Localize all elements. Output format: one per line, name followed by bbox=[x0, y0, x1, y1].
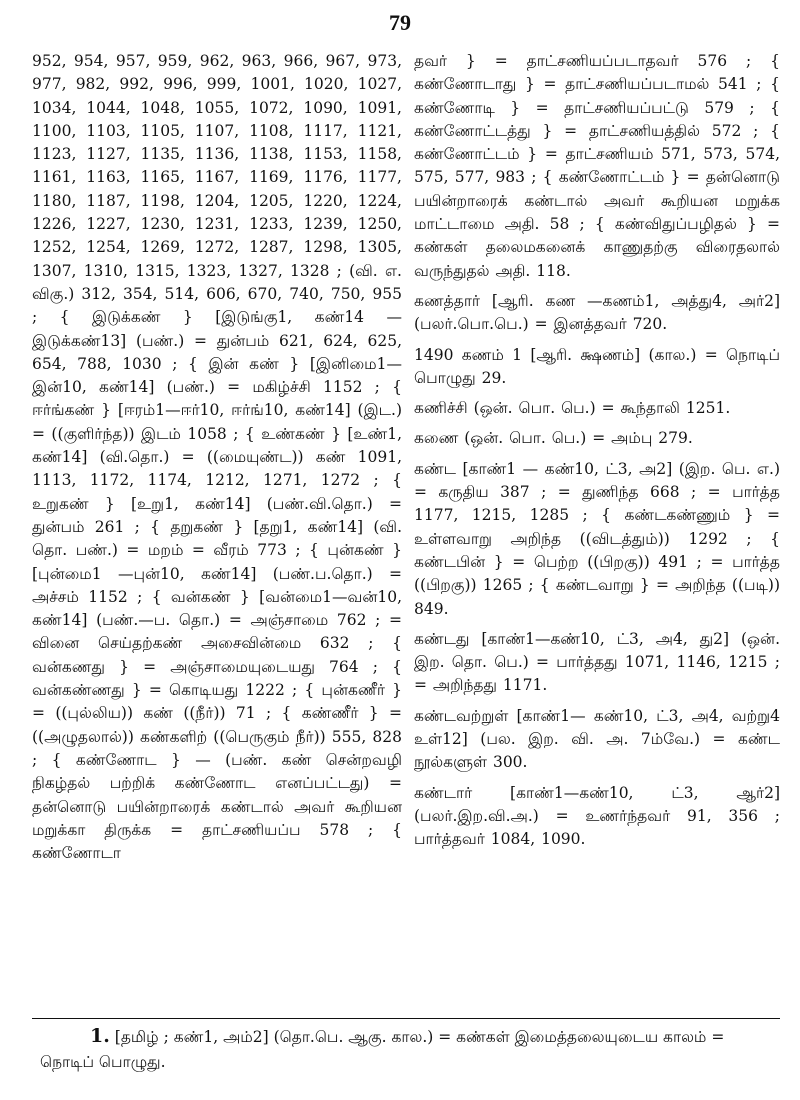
entry-kandavatrul: கண்டவற்றுள் [காண்1— கண்10, ட்3, அ4, வற்று4 உள்12] (பல. இற. வி. அ. 7ம்வே.) = கண்ட நூல்களுள் 300. bbox=[414, 706, 780, 772]
footnote-text: [தமிழ் ; கண்1, அம்2] (தொ.பெ. ஆகு. கால.) = கண்கள் இமைத்தலையுடைய காலம் = நொடிப் பொழுது. bbox=[40, 1028, 725, 1071]
entry-text-left-0: 952, 954, 957, 959, 962, 963, 966, 967, 973, 977, 982, 992, 996, 999, 1001, 1020, 1027, 1034, 1044, 1048, 1055, 1072, 1090, 1091, 1100, 1103, 1105, 1107, 1108, 1117, 1121, 1123, 1127, 1135, 1136, 1138, 1153, 1158, 1161, 1163, 1165, 1167, 1169, 1176, 1177, 1180, 1187, 1198, 1204, 1205, 1220, 1224, 1226, 1227, 1230, 1231, 1233, 1239, 1250, 1252, 1254, 1269, 1272, 1287, 1298, 1305, 1307, 1310, 1315, 1323, 1327, 1328 ; (வி. எ. விகு.) 312, 354, 514, 606, 670, 740, 750, 955 ; { இடுக்கண் } [இடுங்கு1, கண்14 — இடுக்கண்13] (பண்.) = துன்பம் 621, 624, 625, 654, 788, 1030 ; { இன் கண் } [இனிமை1— இன்10, கண்14] (பண்.) = மகிழ்ச்சி 1152 ; { ஈர்ங்கண் } [ஈரம்1—ஈர்10, ஈர்ங்10, கண்14] (இட.) = ((குளிர்ந்த)) இடம் 1058 ; { உண்கண் } [உண்1, கண்14] (வி.தொ.) = ((மையுண்ட)) கண் 1091, 1113, 1172, 1174, 1212, 1271, 1272 ; { உறுகண் } [உறு1, கண்14] (பண்.வி.தொ.) = துன்பம் 261 ; { தறுகண் } [தறு1, கண்14] (வி. தொ. பண்.) = மறம் = வீரம் 773 ; { புன்கண் } [புன்மை1 —புன்10, கண்14] (பண்.ப.தொ.) = அச்சம் 1152 ; { வன்கண் } [வன்மை1—வன்10, கண்14] (பண்.—ப. தொ.) = அஞ்சாமை 762 ; = வினை செய்தற்கண் அசைவின்மை 632 ; { வன்கணது } = அஞ்சாமையுடையது 764 ; { வன்கண்ணது } = கொடியது 1222 ; { புன்கணீர் } = ((புல்லிய)) கண் ((நீர்)) 71 ; { கண்ணீர் } = ((அழுதலால்)) கண்களிற் ((பெருகும் நீர்)) 555, 828 ; { கண்ணோட } — (பண். கண் சென்றவழி நிகழ்தல் பற்றிக் கண்ணோட எனப்பட்டது) = தன்னொடு பயின்றாரைக் கண்டால் அவர் கூறியன மறுக்கா திருக்க = தாட்சணியப்ப 578 ; { கண்ணோடா bbox=[32, 52, 402, 863]
footnote bbox=[40, 1024, 780, 1075]
entry-kandathu: கண்டது [காண்1—கண்10, ட்3, அ4, து2] (ஒன். இற. தொ. பெ.) = பார்த்தது 1071, 1146, 1215 ; = அறிந்தது 1171. bbox=[414, 629, 780, 695]
entry-kanam: 1490 கணம் 1 [ஆரி. க்ஷணம்] (கால.) = நொடிப் பொழுது 29. bbox=[414, 345, 780, 387]
footnote-number: 1. bbox=[90, 1025, 110, 1047]
entry-kanai: கணை (ஒன். பொ. பெ.) = அம்பு 279. bbox=[414, 429, 693, 448]
page-number: 79 bbox=[389, 10, 411, 35]
entry-kanda: கண்ட [காண்1 — கண்10, ட்3, அ2] (இற. பெ. எ.) = கருதிய 387 ; = துணிந்த 668 ; = பார்த்த 1177, 1215, 1285 ; { கண்டகண்ணும் } = உள்ளவாறு அறிந்த ((விடத்தும்)) 1292 ; { கண்டபின் } = பெற்ற ((பிறகு)) 491 ; = பார்த்த ((பிறகு)) 1265 ; { கண்டவாறு } = அறிந்த ((படி)) 849. bbox=[414, 459, 780, 618]
right-column bbox=[414, 50, 780, 855]
entry-kanichi: கணிச்சி (ஒன். பொ. பெ.) = கூந்தாலி 1251. bbox=[414, 399, 731, 418]
footnote-divider bbox=[32, 1018, 780, 1019]
entry-kanaththar: கணத்தார் [ஆரி. கண —கணம்1, அத்து4, அர்2] (பலர்.பொ.பெ.) = இனத்தவர் 720. bbox=[414, 291, 780, 334]
entry-continuation: தவர் } = தாட்சணியப்படாதவர் 576 ; { கண்ணோடாது } = தாட்சணியப்படாமல் 541 ; { கண்ணோடி } = தாட்சணியப்பட்டு 579 ; { கண்ணோட்டத்து } = தாட்சணியத்தில் 572 ; { கண்ணோட்டம் } = தாட்சணியம் 571, 573, 574, 575, 577, 983 ; { கண்ணோட்டம் } = தன்னொடு பயின்றாரைக் கண்டால் அவர் கூறியன மறுக்க மாட்டாமை அதி. 58 ; { கண்விதுப்பழிதல் } = கண்கள் தலைமகனைக் காணுதற்கு விரைதலால் வருந்துதல் அதி. 118. bbox=[414, 52, 780, 280]
left-column bbox=[32, 50, 402, 868]
entry-kandar: கண்டார் [காண்1—கண்10, ட்3, ஆர்2] (பலர்.இற.வி.அ.) = உணர்ந்தவர் 91, 356 ; பார்த்தவர் 1084, 1090. bbox=[414, 783, 780, 849]
